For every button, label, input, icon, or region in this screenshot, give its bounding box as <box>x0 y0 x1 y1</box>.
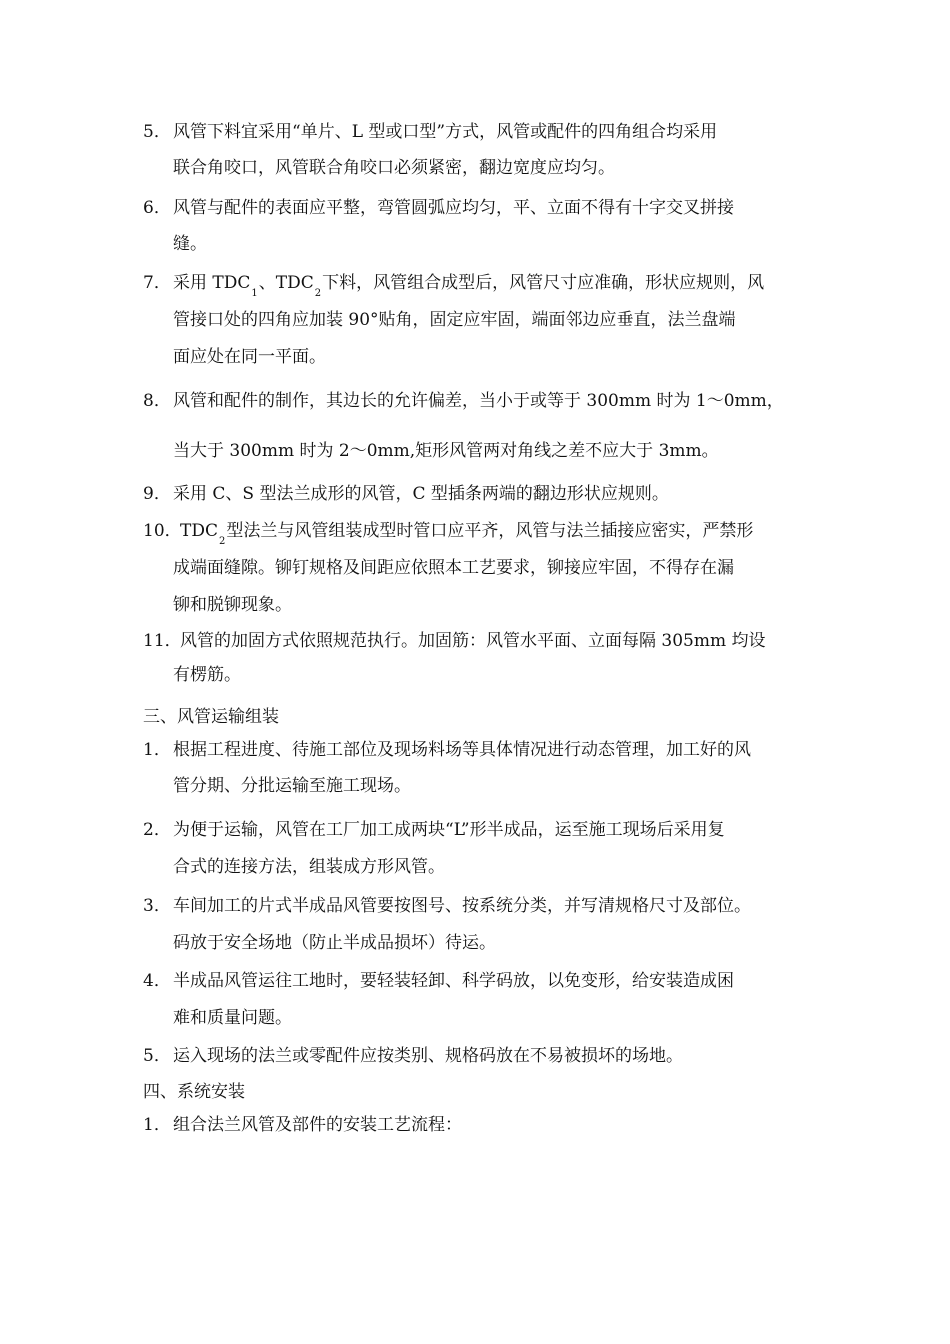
section-heading: 四、系统安装 <box>143 1082 245 1102</box>
list-item-number: 9． <box>143 484 171 504</box>
text-run: TDC <box>180 521 218 541</box>
list-item-text: 运入现场的法兰或零配件应按类别、规格码放在不易被损坏的场地。 <box>173 1046 683 1066</box>
list-item-text <box>180 520 754 547</box>
list-item-text: 风管的加固方式依照规范执行。加固筋：风管水平面、立面每隔 305mm 均设 <box>180 631 766 651</box>
list-item-number: 3． <box>143 896 171 916</box>
list-item-text: 风管和配件的制作，其边长的允许偏差，当小于或等于 300mm 时为 1～0mm， <box>173 391 784 411</box>
list-item-number: 7． <box>143 273 171 293</box>
subscript: 2 <box>314 288 322 299</box>
list-item-text: 采用 C、S 型法兰成形的风管，C 型插条两端的翻边形状应规则。 <box>173 484 669 504</box>
list-item-number: 6． <box>143 198 171 218</box>
list-item-number: 2． <box>143 820 171 840</box>
list-item-text: 管接口处的四角应加装 90°贴角，固定应牢固，端面邻边应垂直，法兰盘端 <box>173 310 736 330</box>
subscript: 2 <box>218 536 226 547</box>
list-item-text: 风管下料宜采用“单片、L 型或口型”方式，风管或配件的四角组合均采用 <box>173 122 718 142</box>
list-item-text: 半成品风管运往工地时，要轻装轻卸、科学码放，以免变形，给安装造成困 <box>173 971 734 991</box>
list-item-text: 联合角咬口，风管联合角咬口必须紧密，翻边宽度应均匀。 <box>173 158 615 178</box>
text-run: 采用 TDC <box>173 273 251 293</box>
list-item-text: 铆和脱铆现象。 <box>173 595 292 615</box>
list-item-text: 为便于运输，风管在工厂加工成两块“L”形半成品，运至施工现场后采用复 <box>173 820 725 840</box>
list-item-text: 风管与配件的表面应平整，弯管圆弧应均匀，平、立面不得有十字交叉拼接 <box>173 198 734 218</box>
list-item-text: 有楞筋。 <box>173 665 241 685</box>
text-run: 下料，风管组合成型后，风管尺寸应准确，形状应规则，风 <box>322 273 765 293</box>
list-item-text: 难和质量问题。 <box>173 1008 292 1028</box>
list-item-number: 4． <box>143 971 171 991</box>
list-item-text <box>173 272 765 299</box>
list-item-number: 1． <box>143 1115 171 1135</box>
subscript: 1 <box>251 288 258 299</box>
text-run: 型法兰与风管组装成型时管口应平齐，风管与法兰插接应密实，严禁形 <box>226 521 754 541</box>
list-item-number: 11． <box>143 631 182 651</box>
list-item-number: 10． <box>143 521 182 541</box>
list-item-text: 面应处在同一平面。 <box>173 347 326 367</box>
list-item-text: 管分期、分批运输至施工现场。 <box>173 776 411 796</box>
list-item-text: 根据工程进度、待施工部位及现场料场等具体情况进行动态管理，加工好的风 <box>173 740 751 760</box>
list-item-text: 合式的连接方法，组装成方形风管。 <box>173 857 445 877</box>
list-item-number: 5． <box>143 122 171 142</box>
list-item-text: 成端面缝隙。铆钉规格及间距应依照本工艺要求，铆接应牢固，不得存在漏 <box>173 558 734 578</box>
section-heading: 三、风管运输组装 <box>143 707 279 727</box>
list-item-number: 1． <box>143 740 171 760</box>
list-item-text: 车间加工的片式半成品风管要按图号、按系统分类，并写清规格尺寸及部位。 <box>173 896 751 916</box>
list-item-number: 5． <box>143 1046 171 1066</box>
text-run: 、TDC <box>258 273 314 293</box>
list-item-text: 码放于安全场地（防止半成品损坏）待运。 <box>173 933 496 953</box>
list-item-number: 8． <box>143 391 171 411</box>
list-item-text: 组合法兰风管及部件的安装工艺流程： <box>173 1115 462 1135</box>
list-item-text: 缝。 <box>173 234 207 254</box>
list-item-text: 当大于 300mm 时为 2～0mm,矩形风管两对角线之差不应大于 3mm。 <box>173 441 719 461</box>
